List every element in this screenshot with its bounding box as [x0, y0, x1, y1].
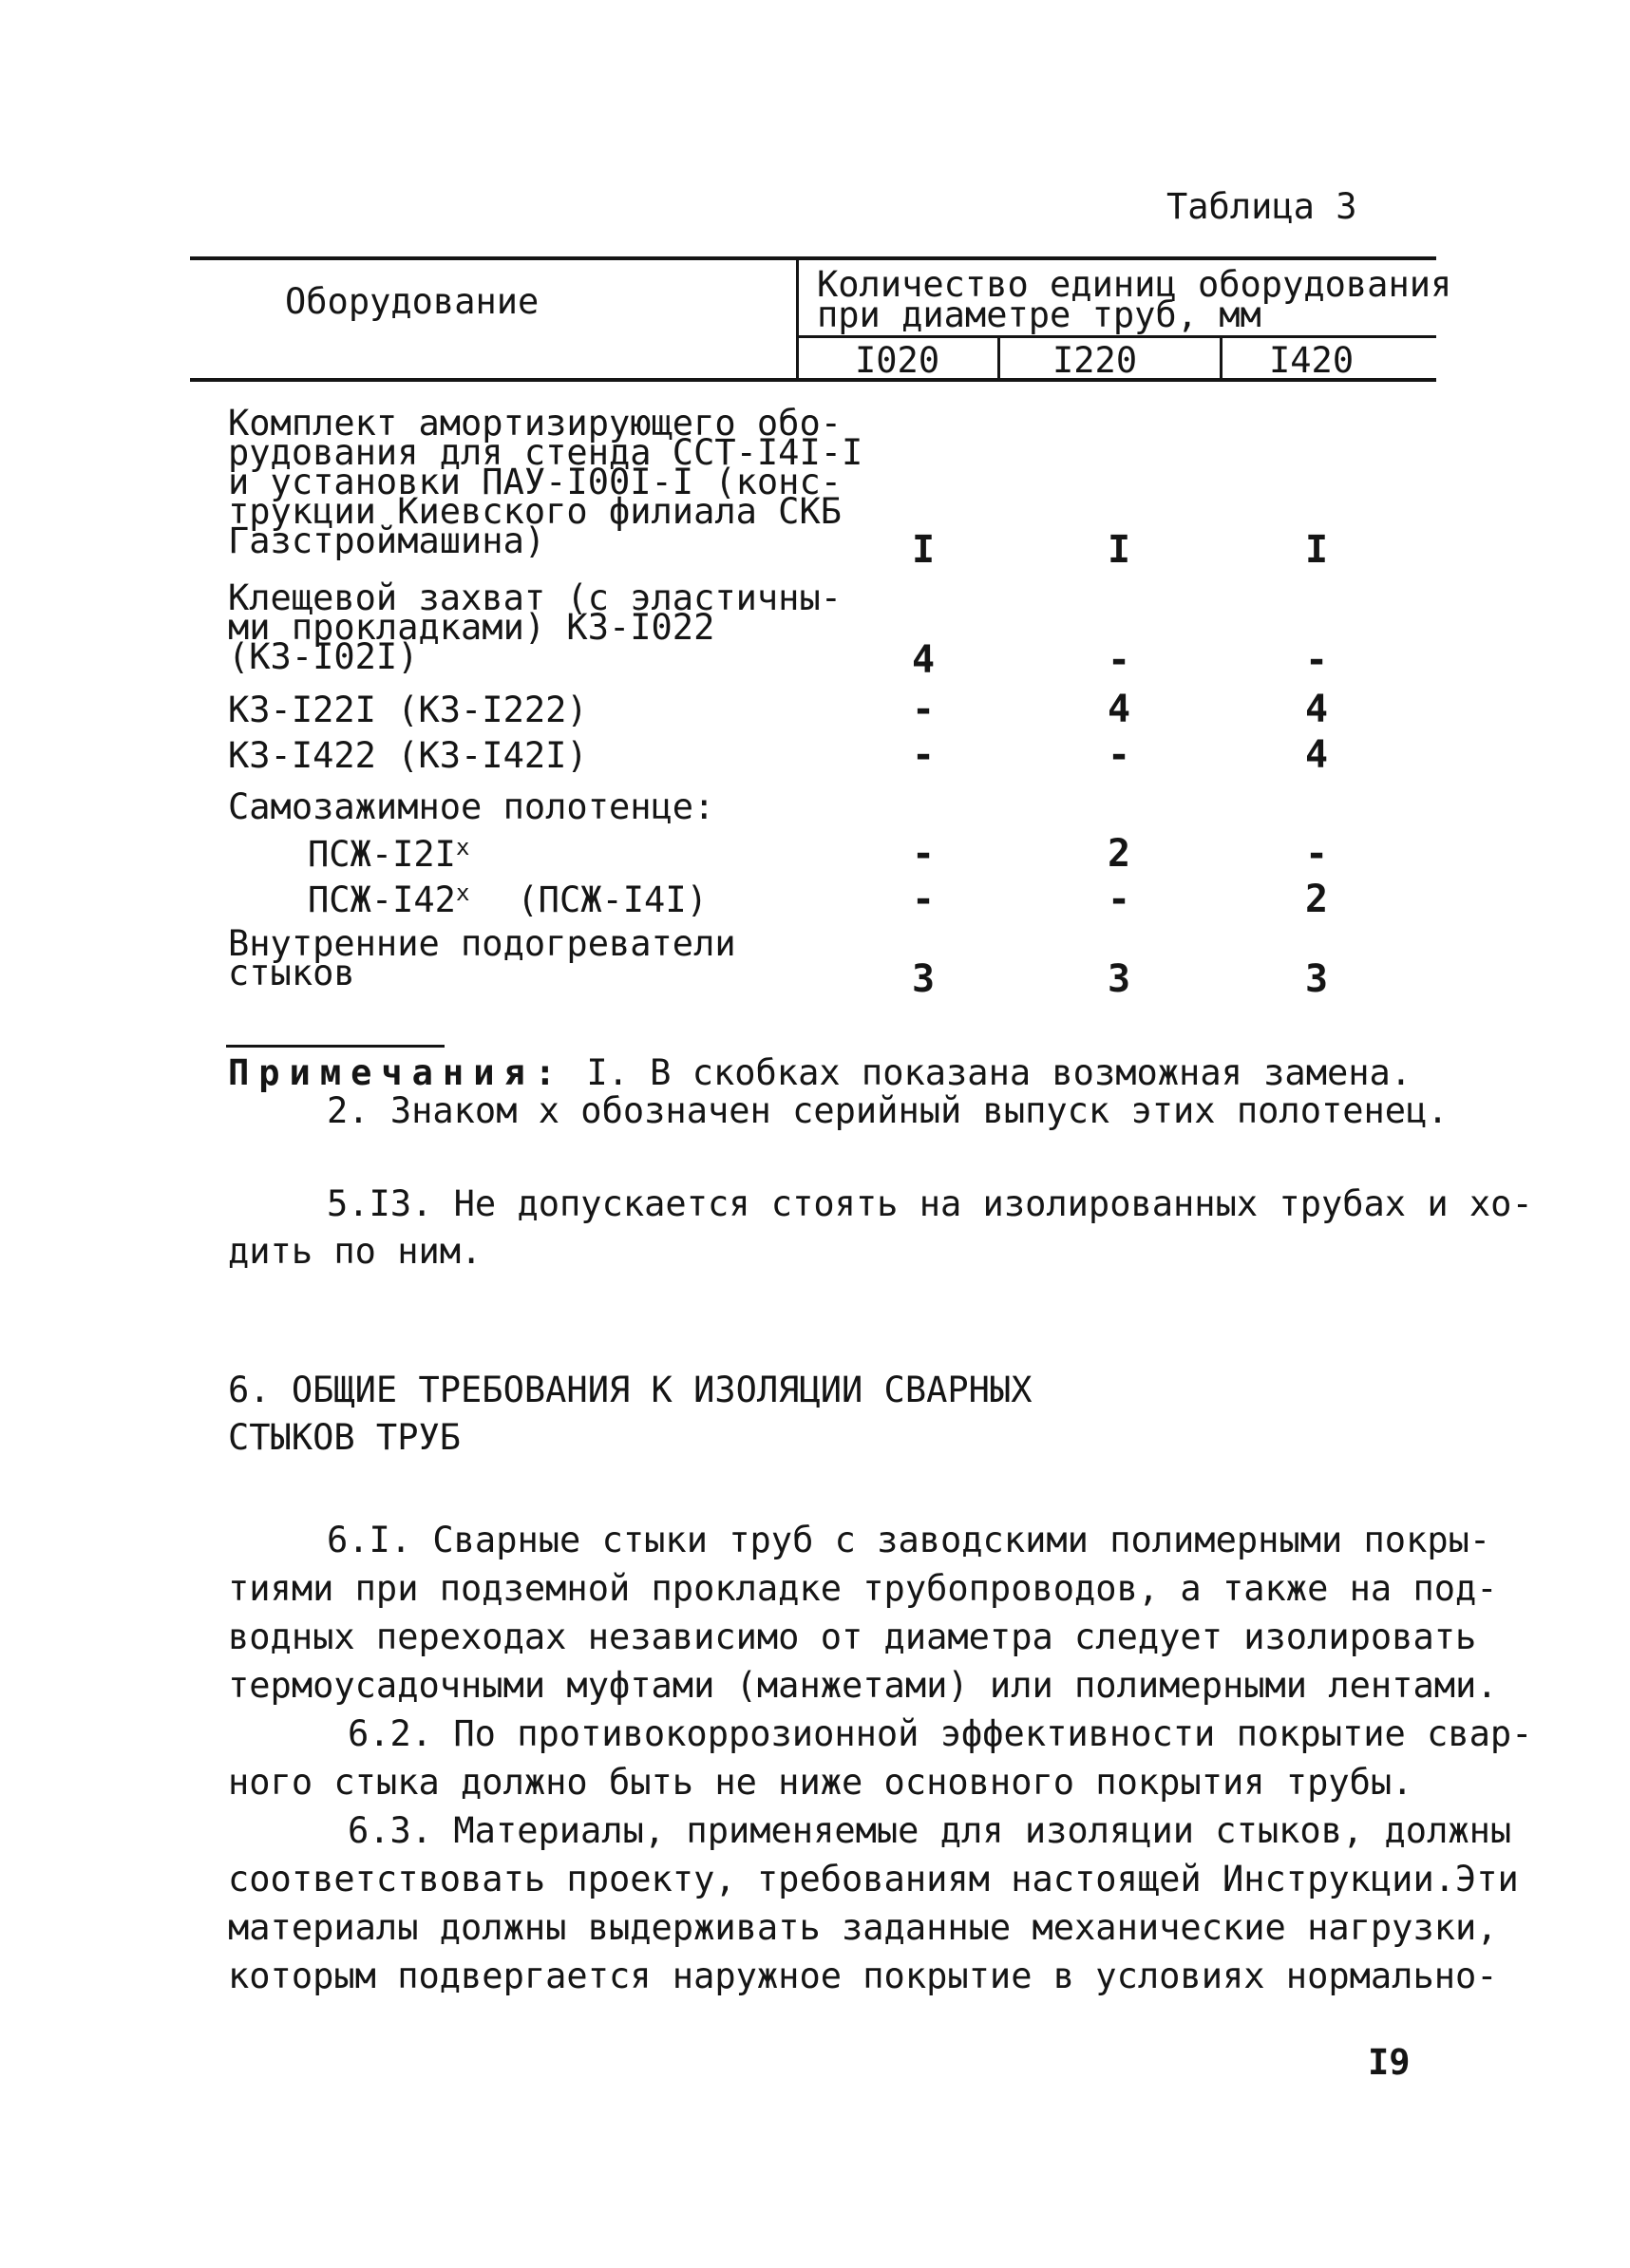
- cell-value-1220: -: [1107, 638, 1131, 682]
- cell-value-1020: -: [911, 733, 936, 777]
- row-name-line: (КЗ-I02I): [228, 636, 419, 677]
- cell-value-1220: 3: [1107, 957, 1131, 1001]
- row-name-line: Газстроймашина): [228, 520, 546, 561]
- cell-value-1420: -: [1304, 832, 1329, 876]
- cell-value-1020: -: [911, 878, 936, 921]
- header-quantity-line1: Количество единиц оборудования: [817, 264, 1452, 305]
- section-heading-line2: СТЫКОВ ТРУБ: [228, 1417, 462, 1458]
- diameter-divider-1: [997, 336, 1000, 380]
- cell-value-1420: -: [1304, 638, 1329, 682]
- page-number: I9: [1368, 2042, 1411, 2083]
- cell-value-1220: 2: [1107, 832, 1131, 876]
- para-6-3-line: 6.3. Материалы, применяемые для изоляции стыков, должны: [348, 1810, 1512, 1851]
- table-top-rule: [190, 256, 1436, 260]
- row-name-line: стыков: [228, 953, 355, 993]
- row-name-line: рудования для стенда ССТ-I4I-I: [228, 432, 863, 473]
- diameter-subheader-rule: [798, 335, 1436, 338]
- notes-label: Примечания:: [228, 1052, 566, 1093]
- para-6-1-line: тиями при подземной прокладке трубопроводов, а также на под-: [228, 1568, 1498, 1609]
- serial-mark: х: [455, 834, 470, 860]
- cell-value-1420: 4: [1304, 733, 1329, 777]
- cell-value-1220: I: [1107, 528, 1131, 572]
- para-6-1-line: водных переходах независимо от диаметра следует изолировать: [228, 1616, 1477, 1657]
- para-6-2-line: ного стыка должно быть не ниже основного покрытия трубы.: [228, 1762, 1413, 1803]
- row-name-main: ПСЖ-I42: [308, 879, 456, 920]
- diameter-divider-2: [1220, 336, 1222, 380]
- diameter-header-3: I420: [1269, 340, 1355, 381]
- cell-value-1220: 4: [1107, 688, 1131, 731]
- clause-5-13-line1: 5.I3. Не допускается стоять на изолированных трубах и хо-: [327, 1183, 1533, 1224]
- cell-value-1420: 3: [1304, 957, 1329, 1001]
- para-6-2-line: 6.2. По противокоррозионной эффективности покрытие свар-: [348, 1713, 1533, 1754]
- note-1: I. В скобках показана возможная замена.: [586, 1052, 1412, 1093]
- cell-value-1020: 3: [911, 957, 936, 1001]
- row-name-line: [308, 832, 469, 878]
- notes-separator-rule: [226, 1045, 445, 1048]
- header-equipment: Оборудование: [285, 281, 540, 322]
- row-name-line: Клещевой захват (с эластичны-: [228, 577, 843, 618]
- row-name-line: [308, 878, 708, 923]
- row-name-alt: (ПСЖ-I4I): [517, 879, 708, 920]
- cell-value-1020: -: [911, 688, 936, 731]
- cell-value-1020: 4: [911, 638, 936, 682]
- header-quantity-line2: при диаметре труб, мм: [817, 294, 1261, 335]
- row-name-line: Комплект амортизирующего обо-: [228, 403, 843, 444]
- diameter-header-1: I020: [855, 340, 940, 381]
- row-name-line: КЗ-I422 (КЗ-I42I): [228, 735, 588, 776]
- row-name-line: и установки ПАУ-I00I-I (конс-: [228, 462, 843, 502]
- cell-value-1020: I: [911, 528, 936, 572]
- section-heading-line1: 6. ОБЩИЕ ТРЕБОВАНИЯ К ИЗОЛЯЦИИ СВАРНЫХ: [228, 1370, 1033, 1410]
- cell-value-1420: 4: [1304, 688, 1329, 731]
- row-name-main: ПСЖ-I2I: [308, 834, 456, 875]
- cell-value-1020: -: [911, 832, 936, 876]
- para-6-3-line: которым подвергается наружное покрытие в условиях нормально-: [228, 1956, 1498, 1996]
- note-2: 2. Знаком х обозначен серийный выпуск этих полотенец.: [327, 1090, 1449, 1131]
- row-name-line: ми прокладками) КЗ-I022: [228, 607, 715, 648]
- row-name-line: КЗ-I22I (КЗ-I222): [228, 690, 588, 730]
- para-6-1-line: термоусадочными муфтами (манжетами) или полимерными лентами.: [228, 1665, 1498, 1706]
- row-group-label: Самозажимное полотенце:: [228, 786, 715, 827]
- clause-5-13-line2: дить по ним.: [228, 1231, 483, 1272]
- para-6-3-line: соответствовать проекту, требованиям настоящей Инструкции.Эти: [228, 1859, 1519, 1899]
- table-caption: Таблица 3: [1166, 186, 1357, 227]
- header-vertical-divider: [796, 256, 799, 380]
- para-6-3-line: материалы должны выдерживать заданные механические нагрузки,: [228, 1907, 1498, 1948]
- row-name-line: Внутренние подогреватели: [228, 923, 736, 964]
- cell-value-1420: 2: [1304, 878, 1329, 921]
- cell-value-1420: I: [1304, 528, 1329, 572]
- cell-value-1220: -: [1107, 733, 1131, 777]
- diameter-header-2: I220: [1052, 340, 1138, 381]
- table-header-bottom-rule: [190, 378, 1436, 382]
- cell-value-1220: -: [1107, 878, 1131, 921]
- serial-mark: х: [455, 879, 470, 906]
- para-6-1-line: 6.I. Сварные стыки труб с заводскими полимерными покры-: [327, 1520, 1491, 1560]
- row-name-line: трукции Киевского филиала СКБ: [228, 491, 843, 532]
